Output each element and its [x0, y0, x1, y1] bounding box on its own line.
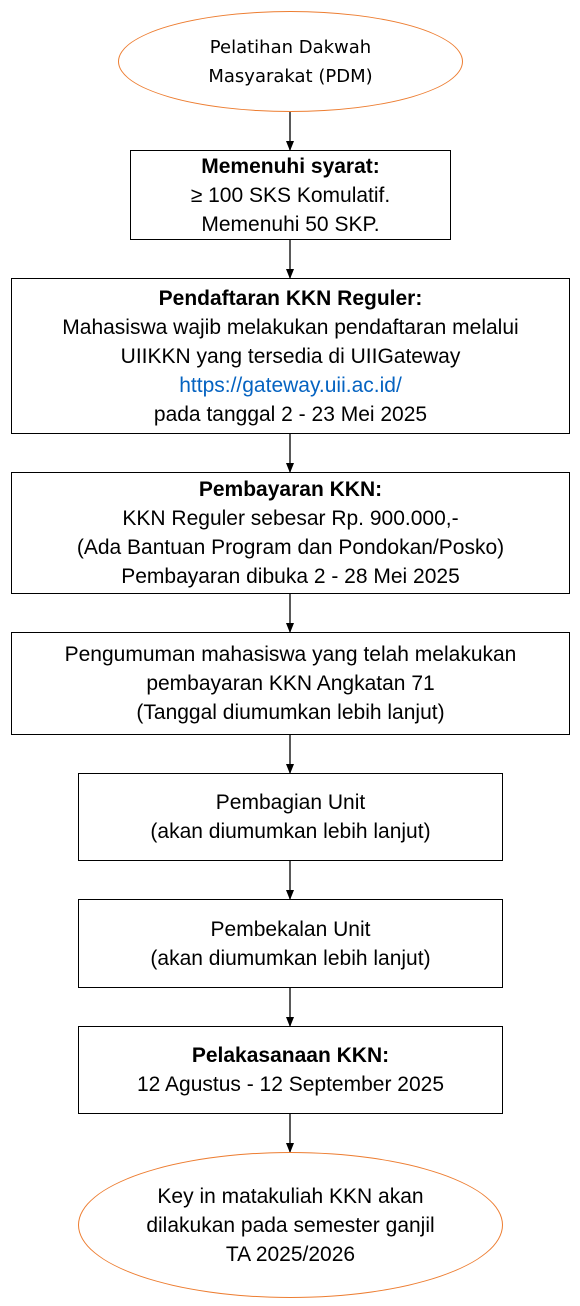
pendaftaran-line-1: Mahasiswa wajib melakukan pendaftaran melalui [62, 315, 519, 339]
end-node-key-in [78, 1152, 503, 1298]
step-syarat [130, 150, 451, 240]
step-pembayaran [11, 472, 570, 594]
pembagian-line-1: Pembagian Unit [215, 791, 366, 814]
pendaftaran-title: Pendaftaran KKN Reguler: [158, 286, 423, 310]
start-line-2: Masyarakat (PDM) [208, 65, 373, 87]
pembayaran-title: Pembayaran KKN: [198, 478, 383, 501]
pembekalan-line-2: (akan diumumkan lebih lanjut) [150, 946, 431, 970]
syarat-line-2: Memenuhi 50 SKP. [201, 212, 380, 236]
syarat-title: Memenuhi syarat: [201, 154, 380, 178]
syarat-line-1: ≥ 100 SKS Komulatif. [190, 183, 391, 207]
gateway-link[interactable]: https://gateway.uii.ac.id/ [179, 373, 402, 397]
step-pembekalan-unit [78, 899, 503, 988]
step-pendaftaran [11, 278, 570, 434]
pembayaran-line-2: (Ada Bantuan Program dan Pondokan/Posko) [76, 536, 505, 559]
pengumuman-line-3: (Tanggal diumumkan lebih lanjut) [136, 701, 445, 724]
pelaksanaan-line-1: 12 Agustus - 12 September 2025 [136, 1073, 445, 1096]
start-node-pdm [118, 11, 463, 112]
start-line-1: Pelatihan Dakwah [209, 36, 372, 58]
pembayaran-line-1: KKN Reguler sebesar Rp. 900.000,- [122, 507, 459, 530]
step-pembagian-unit [78, 773, 503, 861]
pengumuman-line-1: Pengumuman mahasiswa yang telah melakukan [64, 643, 517, 666]
step-pengumuman [11, 632, 570, 735]
step-pelaksanaan [78, 1026, 503, 1114]
pembagian-line-2: (akan diumumkan lebih lanjut) [150, 820, 431, 843]
end-line-2: dilakukan pada semester ganjil [146, 1213, 435, 1237]
end-line-1: Key in matakuliah KKN akan [157, 1184, 424, 1208]
pengumuman-line-2: pembayaran KKN Angkatan 71 [146, 672, 435, 695]
pembekalan-line-1: Pembekalan Unit [210, 917, 371, 941]
pelaksanaan-title: Pelakasanaan KKN: [191, 1044, 390, 1067]
pendaftaran-line-2: UIIKKN yang tersedia di UIIGateway [120, 344, 461, 368]
pembayaran-line-3: Pembayaran dibuka 2 - 28 Mei 2025 [121, 565, 460, 588]
end-line-3: TA 2025/2026 [225, 1242, 356, 1266]
pendaftaran-line-3: pada tanggal 2 - 23 Mei 2025 [153, 402, 428, 426]
